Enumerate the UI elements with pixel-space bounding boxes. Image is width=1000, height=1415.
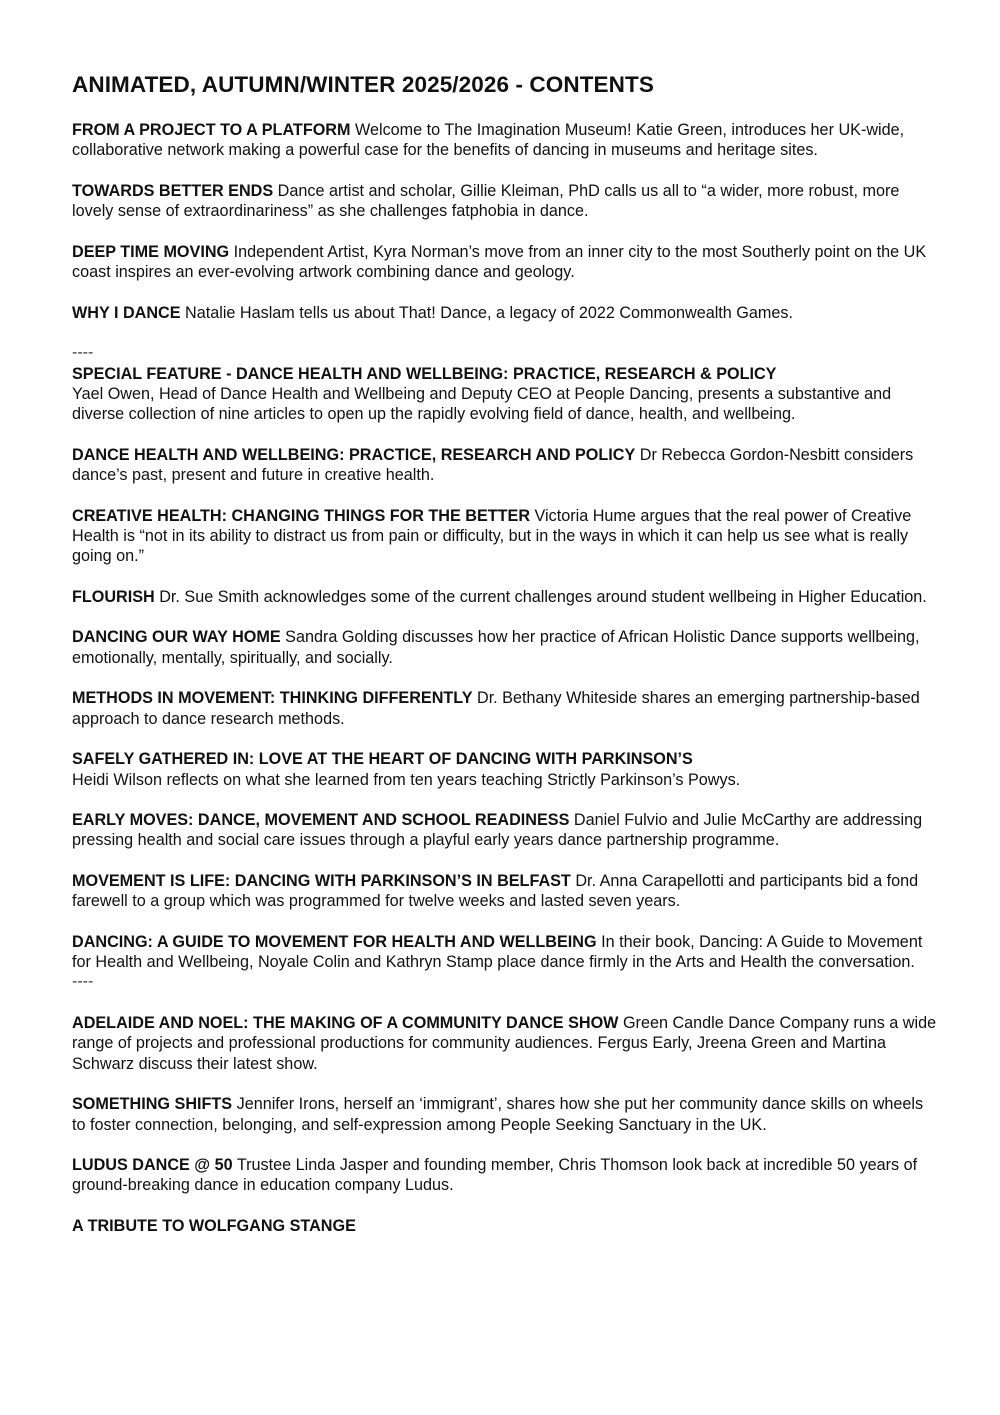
page-title: ANIMATED, AUTUMN/WINTER 2025/2026 - CONTENTS xyxy=(72,72,654,97)
contents-entry xyxy=(72,1094,940,1135)
contents-entry xyxy=(72,749,940,790)
entry-heading: TOWARDS BETTER ENDS xyxy=(72,181,274,200)
entry-description: Jennifer Irons, herself an ‘immigrant’, shares how she put her community dance skills on wheels to foster connection, belonging, and self-expression among People Seeking Sanctuary in the UK. xyxy=(72,1095,924,1134)
entry-heading: LUDUS DANCE @ 50 xyxy=(72,1156,233,1175)
entry-description: Sandra Golding discusses how her practice of African Holistic Dance supports wellbeing, emotionally, mentally, spiritually, and socially. xyxy=(72,628,920,667)
section-divider: ---- xyxy=(72,344,94,362)
entry-heading: ADELAIDE AND NOEL: THE MAKING OF A COMMUNITY DANCE SHOW xyxy=(72,1014,619,1033)
entry-heading: CREATIVE HEALTH: CHANGING THINGS FOR THE BETTER xyxy=(72,506,531,525)
contents-entry xyxy=(72,932,940,973)
contents-entry xyxy=(72,120,940,161)
entry-heading: SOMETHING SHIFTS xyxy=(72,1095,233,1114)
entry-description: Dance artist and scholar, Gillie Kleiman, PhD calls us all to “a wider, more robust, more lovely sense of extraordinariness” as she challenges fatphobia in dance. xyxy=(72,181,900,221)
entry-heading: WHY I DANCE xyxy=(72,303,181,322)
contents-entry xyxy=(72,181,940,222)
entry-description: Green Candle Dance Company runs a wide range of projects and professional productions for community audiences. Fergus Early, Jreena Green and Martina Schwarz discuss their latest show. xyxy=(72,1014,937,1073)
entry-description: Independent Artist, Kyra Norman’s move from an inner city to the most Southerly point on the UK coast inspires an ever-evolving artwork combining dance and geology. xyxy=(72,242,927,282)
entry-description: Yael Owen, Head of Dance Health and Wellbeing and Deputy CEO at People Dancing, presents a substantive and diverse collection of nine articles to open up the rapidly evolving field of dance, health, and wellbeing. xyxy=(72,384,892,424)
entry-description: Daniel Fulvio and Julie McCarthy are addressing pressing health and social care issues through a playful early years dance partnership programme. xyxy=(72,811,923,850)
entry-heading: DANCE HEALTH AND WELLBEING: PRACTICE, RESEARCH AND POLICY xyxy=(72,445,636,464)
entry-heading: SAFELY GATHERED IN: LOVE AT THE HEART OF DANCING WITH PARKINSON’S xyxy=(72,750,693,769)
entry-heading: DEEP TIME MOVING xyxy=(72,242,230,261)
entry-heading: METHODS IN MOVEMENT: THINKING DIFFERENTLY xyxy=(72,689,473,708)
entry-heading: DANCING: A GUIDE TO MOVEMENT FOR HEALTH AND WELLBEING xyxy=(72,932,597,951)
entry-description: Trustee Linda Jasper and founding member, Chris Thomson look back at incredible 50 years of ground-breaking dance in education company Ludus. xyxy=(72,1156,918,1195)
contents-entry xyxy=(72,871,940,912)
entry-heading: EARLY MOVES: DANCE, MOVEMENT AND SCHOOL READINESS xyxy=(72,811,570,830)
entry-description: Welcome to The Imagination Museum! Katie Green, introduces her UK-wide, collaborative network making a powerful case for the benefits of dancing in museums and heritage sites. xyxy=(72,121,905,160)
entry-description: Dr. Bethany Whiteside shares an emerging partnership-based approach to dance research methods. xyxy=(72,689,920,728)
contents-entry xyxy=(72,506,940,567)
entry-description: In their book, Dancing: A Guide to Movement for Health and Wellbeing, Noyale Colin and Kathryn Stamp place dance firmly in the Arts and Health the conversation. xyxy=(72,932,923,972)
entry-description: Victoria Hume argues that the real power of Creative Health is “not in its ability to distract us from pain or difficulty, but in the ways in which it can help us see what is really going on.” xyxy=(72,506,912,566)
entry-description: Natalie Haslam tells us about That! Dance, a legacy of 2022 Commonwealth Games. xyxy=(185,303,793,322)
contents-entry xyxy=(72,242,940,283)
contents-entry xyxy=(72,1013,940,1074)
contents-entry xyxy=(72,587,940,607)
contents-entry xyxy=(72,303,940,323)
contents-entry xyxy=(72,627,940,668)
contents-entry xyxy=(72,1155,940,1196)
entry-heading: FROM A PROJECT TO A PLATFORM xyxy=(72,121,351,139)
entry-heading: SPECIAL FEATURE - DANCE HEALTH AND WELLBEING: PRACTICE, RESEARCH & POLICY xyxy=(72,364,777,383)
section-divider: ---- xyxy=(72,973,94,991)
entry-heading: FLOURISH xyxy=(72,587,155,606)
special-feature-entry xyxy=(72,364,940,425)
entry-heading: A TRIBUTE TO WOLFGANG STANGE xyxy=(72,1217,356,1236)
contents-entry xyxy=(72,810,940,851)
entry-description: Heidi Wilson reflects on what she learned from ten years teaching Strictly Parkinson’s Powys. xyxy=(72,770,741,789)
entry-description: Dr Rebecca Gordon-Nesbitt considers dance’s past, present and future in creative health. xyxy=(72,445,914,485)
entry-heading: DANCING OUR WAY HOME xyxy=(72,628,281,647)
entry-description: Dr. Anna Carapellotti and participants bid a fond farewell to a group which was programmed for twelve weeks and lasted seven years. xyxy=(72,871,919,911)
contents-entry xyxy=(72,445,940,486)
contents-entry xyxy=(72,688,940,729)
entry-description: Dr. Sue Smith acknowledges some of the current challenges around student wellbeing in Higher Education. xyxy=(159,587,927,606)
contents-entry xyxy=(72,1216,940,1236)
entry-heading: MOVEMENT IS LIFE: DANCING WITH PARKINSON’S IN BELFAST xyxy=(72,871,571,890)
